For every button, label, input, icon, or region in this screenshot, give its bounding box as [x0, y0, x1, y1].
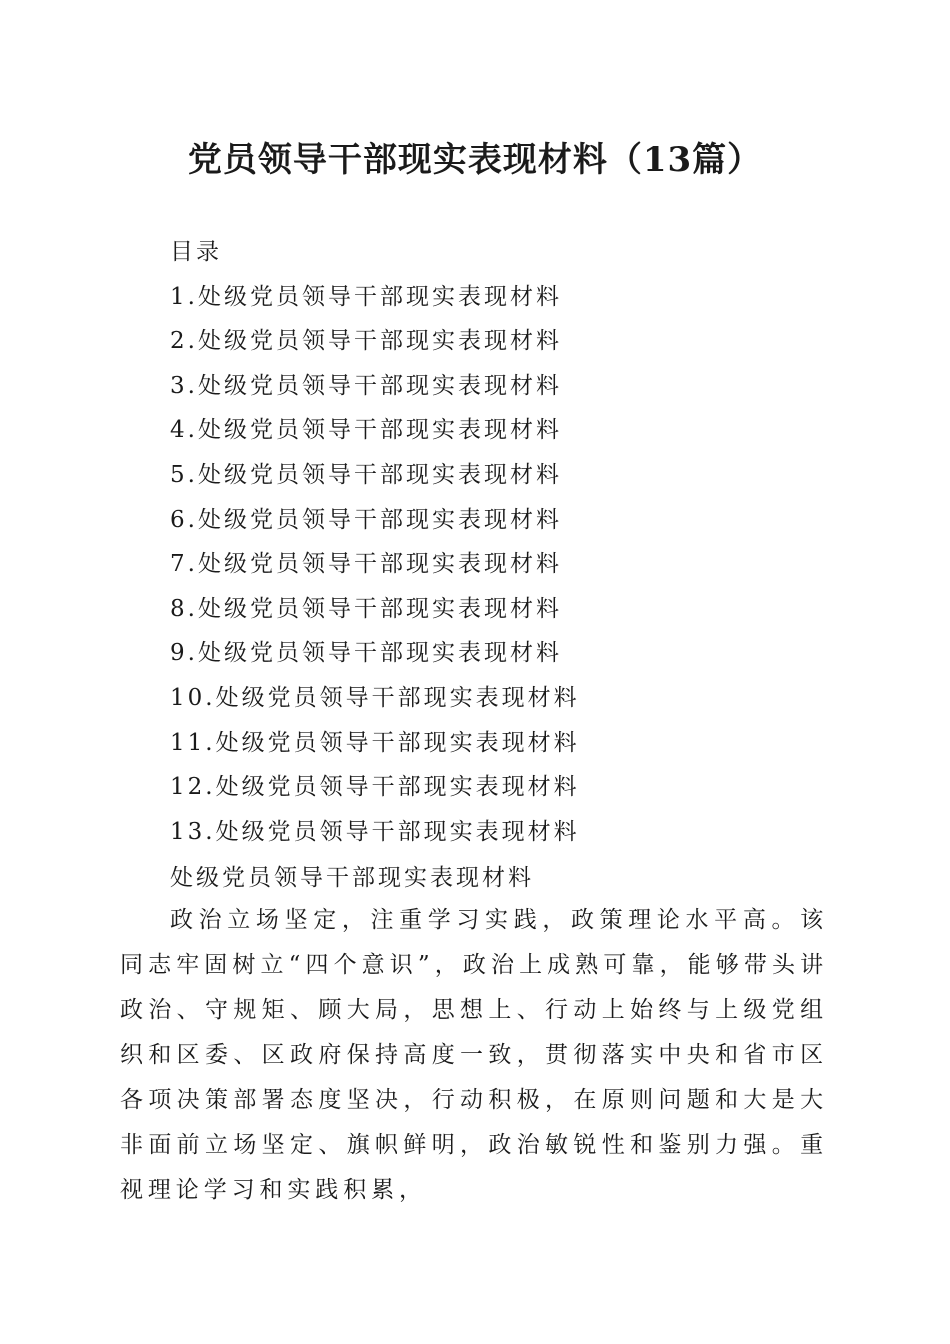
toc-item: 12.处级党员领导干部现实表现材料	[170, 774, 580, 801]
toc-item: 5.处级党员领导干部现实表现材料	[170, 461, 562, 488]
section-heading: 处级党员领导干部现实表现材料	[170, 865, 534, 891]
toc-item: 10.处级党员领导干部现实表现材料	[170, 684, 580, 711]
table-of-contents	[170, 230, 830, 854]
toc-heading: 目录	[170, 239, 222, 265]
toc-item: 1.处级党员领导干部现实表现材料	[170, 283, 562, 310]
toc-item: 4.处级党员领导干部现实表现材料	[170, 417, 562, 444]
toc-item: 6.处级党员领导干部现实表现材料	[170, 506, 562, 533]
toc-item: 9.处级党员领导干部现实表现材料	[170, 640, 562, 667]
toc-item: 2.处级党员领导干部现实表现材料	[170, 328, 562, 355]
toc-item: 8.处级党员领导干部现实表现材料	[170, 595, 562, 622]
toc-item: 7.处级党员领导干部现实表现材料	[170, 551, 562, 578]
toc-item: 3.处级党员领导干部现实表现材料	[170, 372, 562, 399]
toc-item: 11.处级党员领导干部现实表现材料	[170, 729, 580, 756]
toc-item: 13.处级党员领导干部现实表现材料	[170, 818, 580, 845]
body-paragraph: 政治立场坚定，注重学习实践，政策理论水平高。该同志牢固树立“四个意识”，政治上成熟可靠，能够带头讲政治、守规矩、顾大局，思想上、行动上始终与上级党组织和区委、区政府保持高度一致，贯彻落实中央和省市区各项决策部署态度坚决，行动积极，在原则问题和大是大非面前立场坚定、旗帜鲜明，政治敏锐性和鉴别力强。重视理论学习和实践积累，	[120, 907, 828, 1203]
document-title: 党员领导干部现实表现材料（13篇）	[187, 140, 763, 180]
